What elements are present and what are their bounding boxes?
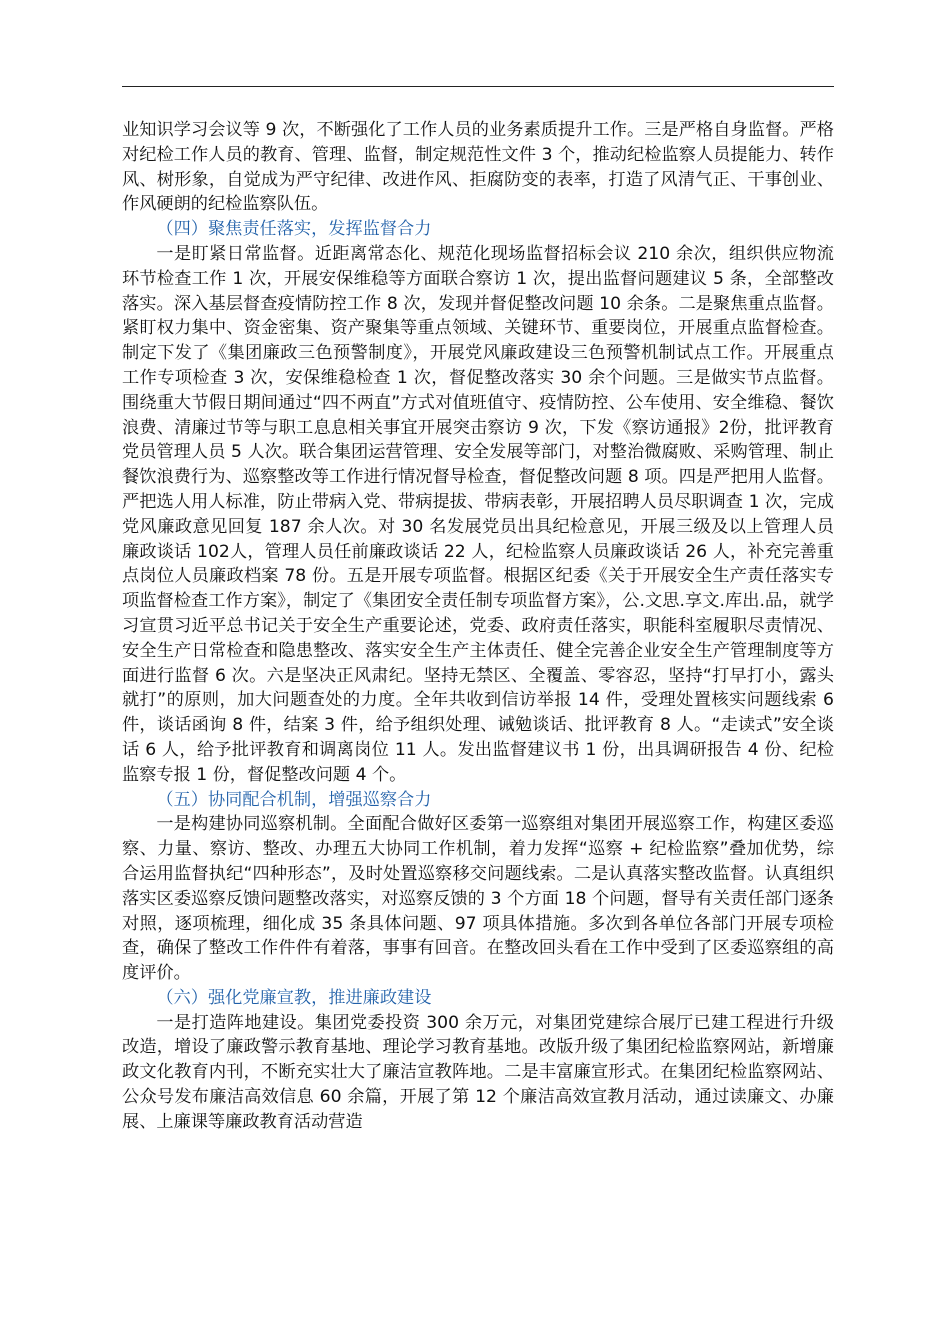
paragraph-3: 一是构建协同巡察机制。全面配合做好区委第一巡察组对集团开展巡察工作，构建区委巡察、力量、察访、整改、办理五大协同工作机制，着力发挥“巡察 + 纪检监察”叠加优势，综合运用监督执纪“四种形态”，及时处置巡察移交问题线索。二是认真落实整改监督。认真组织落实区委巡察反馈问题整改落实，对巡察反馈的 3 个方面 18 个问题，督导有关责任部门逐条对照，逐项梳理，细化成 35 条具体问题、97 项具体措施。多次到各单位各部门开展专项检查，确保了整改工作件件有着落，事事有回音。在整改回头看在工作中受到了区委巡察组的高度评价。 [122, 814, 834, 984]
section-heading-4: （四）聚焦责任落实，发挥监督合力 [156, 219, 432, 240]
document-body [122, 118, 834, 1135]
paragraph-2: 一是盯紧日常监督。近距离常态化、规范化现场监督招标会议 210 余次，组织供应物流环节检查工作 1 次，开展安保维稳等方面联合察访 1 次，提出监督问题建议 5 条，全部整改落实。深入基层督查疫情防控工作 8 次，发现并督促整改问题 10 余条。二是聚焦重点监督。紧盯权力集中、资金密集、资产聚集等重点领域、关键环节、重要岗位，开展重点监督检查。制定下发了《集团廉政三色预警制度》，开展党风廉政建设三色预警机制试点工作。开展重点工作专项检查 3 次，安保维稳检查 1 次，督促整改落实 30 余个问题。三是做实节点监督。围绕重大节假日期间通过“四不两直”方式对值班值守、疫情防控、公车使用、安全维稳、餐饮浪费、清廉过节等与职工息息相关事宜开展突击察访 9 次，下发《察访通报》2份，批评教育党员管理人员 5 人次。联合集团运营管理、安全发展等部门，对整治微腐败、采购管理、制止餐饮浪费行为、巡察整改等工作进行情况督导检查，督促整改问题 8 项。四是严把用人监督。严把选人用人标准，防止带病入党、带病提拔、带病表彰，开展招聘人员尽职调查 1 次，完成党风廉政意见回复 187 余人次。对 30 名发展党员出具纪检意见，开展三级及以上管理人员廉政谈话 102人，管理人员任前廉政谈话 22 人，纪检监察人员廉政谈话 26 人，补充完善重点岗位人员廉政档案 78 份。五是开展专项监督。根据区纪委《关于开展安全生产责任落实专项监督检查工作方案》，制定了《集团安全责任制专项监督方案》，公.文思.享文.库出.品，就学习宣贯习近平总书记关于安全生产重要论述，党委、政府责任落实，职能科室履职尽责情况、安全生产日常检查和隐患整改、落实安全生产主体责任、健全完善企业安全生产管理制度等方面进行监督 6 次。六是坚决正风肃纪。坚持无禁区、全覆盖、零容忍，坚持“打早打小，露头就打”的原则，加大问题查处的力度。全年共收到信访举报 14 件，受理处置核实问题线索 6 件，谈话函询 8 件，结案 3 件，给予组织处理、诫勉谈话、批评教育 8 人。“走读式”安全谈话 6 人，给予批评教育和调离岗位 11 人。发出监督建议书 1 份，出具调研报告 4 份、纪检监察专报 1 份，督促整改问题 4 个。 [122, 243, 834, 785]
paragraph-1: 业知识学习会议等 9 次，不断强化了工作人员的业务素质提升工作。三是严格自身监督。严格对纪检工作人员的教育、管理、监督，制定规范性文件 3 个，推动纪检监察人员提能力、转作风、树形象，自觉成为严守纪律、改进作风、拒腐防变的表率，打造了风清气正、干事创业、作风硬朗的纪检监察队伍。 [122, 120, 834, 215]
section-heading-6: （六）强化党廉宣教，推进廉政建设 [156, 987, 432, 1008]
paragraph-4: 一是打造阵地建设。集团党委投资 300 余万元，对集团党建综合展厅已建工程进行升级改造，增设了廉政警示教育基地、理论学习教育基地。改版升级了集团纪检监察网站，新增廉政文化教育内刊，不断充实壮大了廉洁宣教阵地。二是丰富廉宣形式。在集团纪检监察网站、公众号发布廉洁高效信息 60 余篇，开展了第 12 个廉洁高效宣教月活动，通过读廉文、办廉展、上廉课等廉政教育活动营造 [122, 1012, 834, 1132]
section-heading-5: （五）协同配合机制，增强巡察合力 [156, 789, 432, 810]
header-rule [122, 86, 834, 87]
